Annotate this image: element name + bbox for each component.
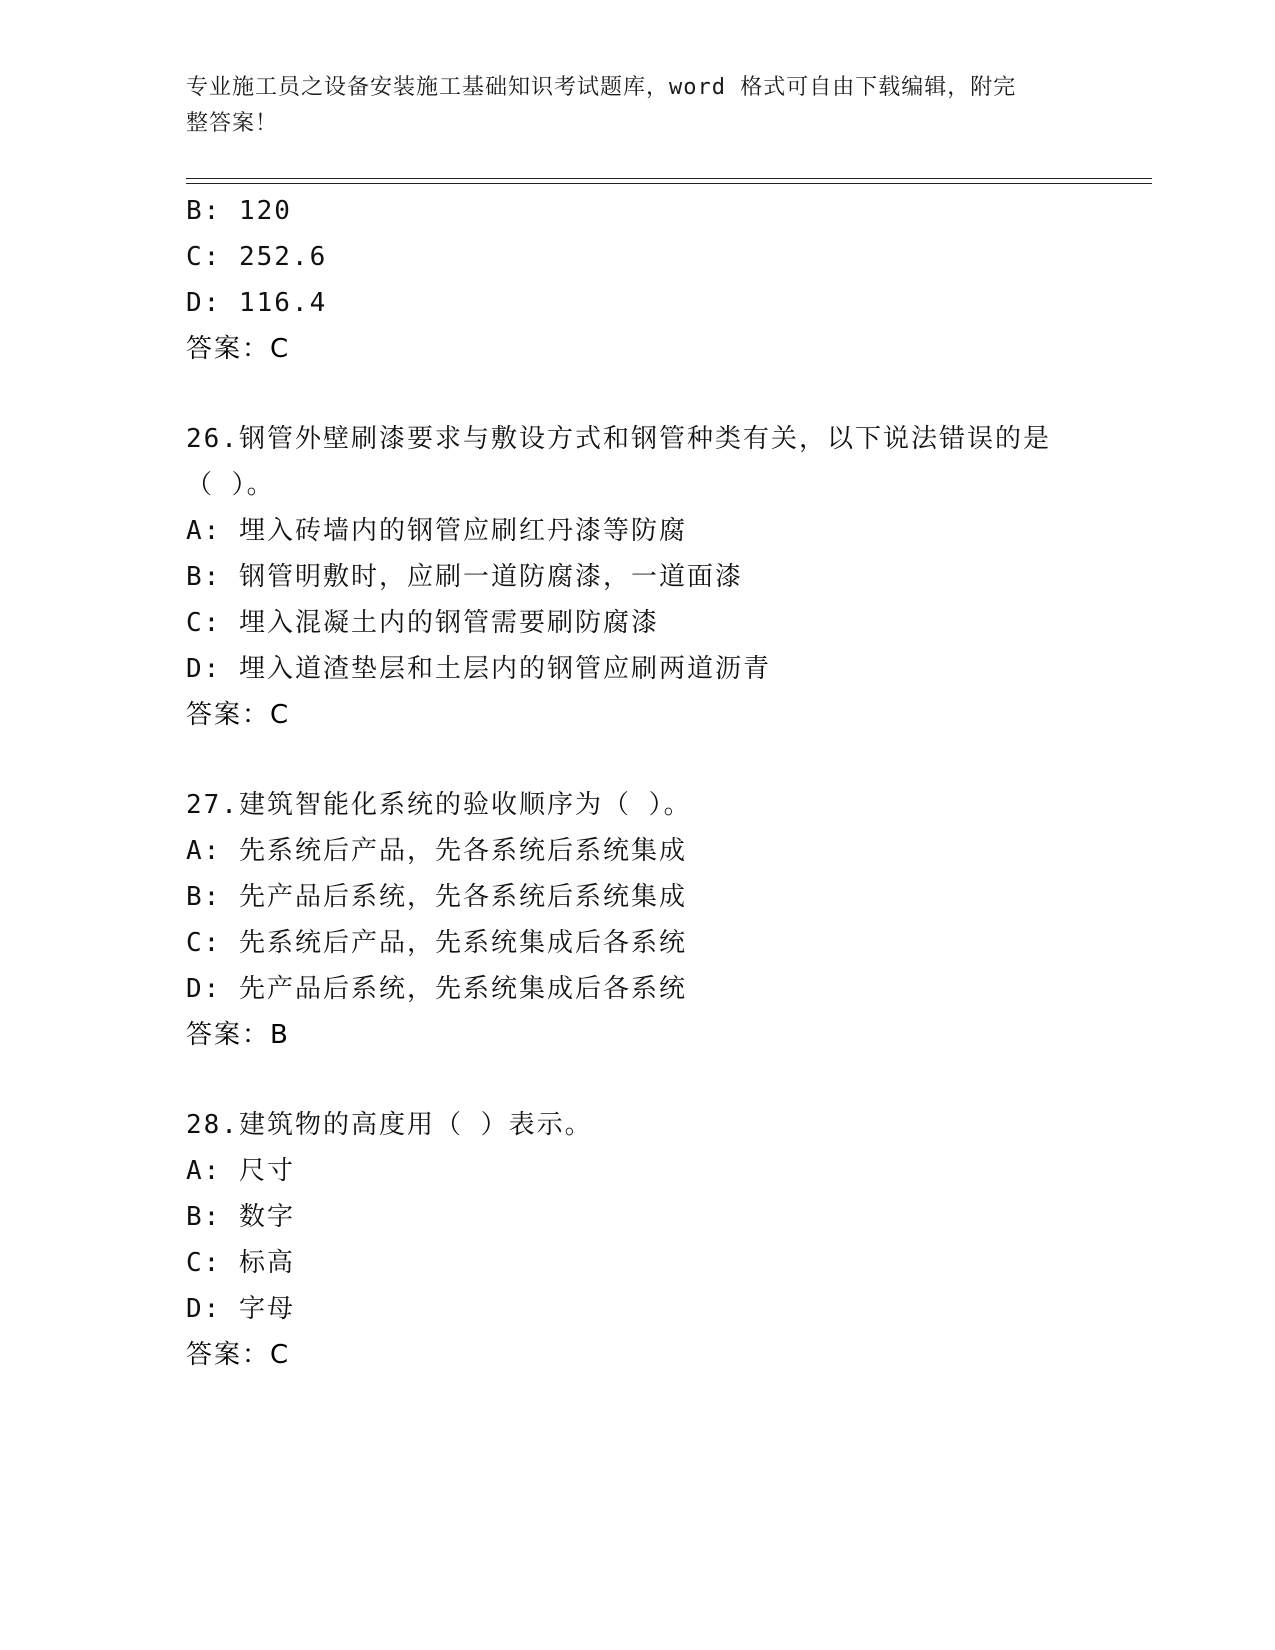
option-a (186, 508, 1146, 554)
option-c (186, 600, 1146, 646)
option-text: 埋入混凝土内的钢管需要刷防腐漆 (238, 608, 659, 638)
question-stem (186, 416, 1086, 508)
option-text: 钢管明敷时，应刷一道防腐漆，一道面漆 (238, 562, 743, 592)
option-text: 数字 (238, 1202, 295, 1232)
answer-line: 答案：C (186, 334, 291, 364)
question-stem-line-2: （ ）。 (186, 470, 275, 500)
answer-line: 答案：C (186, 700, 291, 730)
option-c (186, 920, 1146, 966)
option-text: 尺寸 (238, 1156, 295, 1186)
question-stem-line-1: 26.钢管外壁刷漆要求与敷设方式和钢管种类有关，以下说法错误的是 (186, 424, 1051, 454)
option-text: 116.4 (238, 288, 328, 318)
option-label: B: (186, 196, 222, 226)
option-label: D: (186, 654, 222, 684)
option-b (186, 554, 1146, 600)
option-label: D: (186, 974, 222, 1004)
option-label: B: (186, 562, 222, 592)
option-text: 先产品后系统，先系统集成后各系统 (238, 974, 687, 1004)
question-stem: 28.建筑物的高度用（ ）表示。 (186, 1110, 593, 1140)
option-text: 先系统后产品，先系统集成后各系统 (238, 928, 687, 958)
header-rule-top (186, 178, 1152, 179)
answer-line: 答案：C (186, 1340, 291, 1370)
option-label: D: (186, 288, 222, 318)
question-stem: 27.建筑智能化系统的验收顺序为（ ）。 (186, 790, 692, 820)
option-d (186, 646, 1146, 692)
answer-line: 答案：B (186, 1020, 290, 1050)
option-label: C: (186, 608, 222, 638)
option-c (186, 1240, 1146, 1286)
option-text: 先系统后产品，先各系统后系统集成 (238, 836, 687, 866)
option-label: A: (186, 1156, 222, 1186)
question-25-continued (186, 188, 1146, 372)
option-d (186, 966, 1146, 1012)
header-line-2: 整答案！ (186, 111, 279, 136)
option-text: 先产品后系统，先各系统后系统集成 (238, 882, 687, 912)
option-a (186, 1148, 1146, 1194)
option-text: 252.6 (238, 242, 328, 272)
option-b (186, 1194, 1146, 1240)
option-text: 标高 (238, 1248, 295, 1278)
option-text: 埋入砖墙内的钢管应刷红丹漆等防腐 (238, 516, 687, 546)
question-27 (186, 782, 1146, 1058)
header-line-1: 专业施工员之设备安装施工基础知识考试题库，word 格式可自由下载编辑，附完 (186, 75, 1017, 100)
option-label: D: (186, 1294, 222, 1324)
option-a (186, 828, 1146, 874)
option-label: B: (186, 882, 222, 912)
option-label: C: (186, 242, 222, 272)
option-text: 埋入道渣垫层和土层内的钢管应刷两道沥青 (238, 654, 771, 684)
option-c (186, 234, 1146, 280)
option-b (186, 874, 1146, 920)
option-label: A: (186, 516, 222, 546)
option-d (186, 280, 1146, 326)
question-28 (186, 1102, 1146, 1378)
option-label: C: (186, 1248, 222, 1278)
document-header (186, 70, 1066, 142)
option-d (186, 1286, 1146, 1332)
option-label: B: (186, 1202, 222, 1232)
option-b (186, 188, 1146, 234)
option-label: A: (186, 836, 222, 866)
header-rule-bottom (186, 183, 1152, 184)
option-label: C: (186, 928, 222, 958)
question-26 (186, 416, 1146, 738)
option-text: 120 (238, 196, 292, 226)
option-text: 字母 (238, 1294, 295, 1324)
document-body (186, 188, 1146, 1378)
